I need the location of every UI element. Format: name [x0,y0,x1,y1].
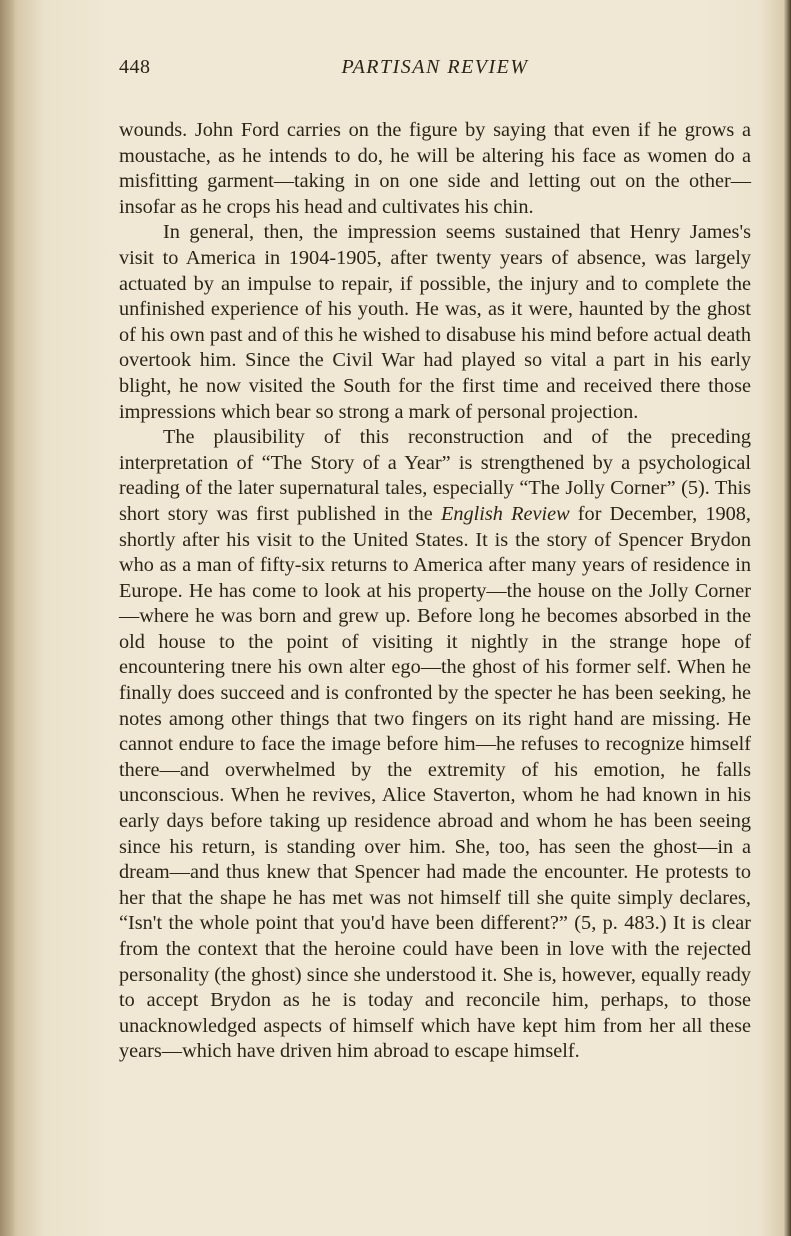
paragraph: wounds. John Ford carries on the figure by saying that even if he grows a moustache, as he intends to do, he will be altering his face as women do a misfitting garment—taking in on one side and letting out on the other—insofar as he crops his head and cultivates his chin. [119,119,751,218]
running-title: PARTISAN REVIEW [341,56,529,78]
paragraph [119,425,751,1065]
page-number: 448 [119,56,151,78]
paragraph: In general, then, the impression seems sustained that Henry James's visit to America in 1904-1905, after twenty years of absence, was largely actuated by an impulse to repair, if possible, the injury and to complete the unfinished experience of his youth. He was, as it were, haunted by the ghost of his own past and of this he wished to disabuse his mind before actual death overtook him. Since the Civil War had played so vital a part in his early blight, he now visited the South for the first time and received there those impressions which bear so strong a mark of personal projection. [119,221,751,423]
journal-title: English Review [440,502,570,525]
body-text [119,118,751,1065]
book-spine-shadow [0,0,14,1236]
page-header [119,52,751,82]
paragraph-text: The plausibility of this reconstruction and of the preceding interpretation of “The Story of a Year” is strengthened by a psychological reading of the later supernatural tales, especially “The Jolly Corner” (5). This short story was first published in the [119,426,751,525]
page-edge-shadow [783,0,791,1236]
paragraph-text: for December, 1908, shortly after his visit to the United States. It is the story of Spencer Brydon who as a man of fifty-six returns to America after many years of residence in Europe. He has come to look at his property—the house on the Jolly Corner—where he was born and grew up. Before long he becomes absorbed in the old house to the point of visiting it nightly in the strange hope of encountering tnere his own alter ego—the ghost of his former self. When he finally does succeed and is confronted by the specter he has been seeking, he notes among other things that two fingers on its right hand are missing. He cannot endure to face the image before him—he refuses to recognize himself there—and overwhelmed by the extremity of his emotion, he falls unconscious. When he revives, Alice Staverton, whom he had known in his early days before taking up residence abroad and whom he has been seeing since his return, is standing over him. She, too, has seen the ghost—in a dream—and thus knew that Spencer had made the encounter. He protests to her that the shape he has met was not himself till she quite simply declares, “Isn't the whole point that you'd have been different?” (5, p. 483.) It is clear from the context that the heroine could have been in love with the rejected personality (the ghost) since she understood it. She is, however, equally ready to accept Brydon as he is today and reconcile him, perhaps, to those unacknowledged aspects of himself which have kept him from her all these years—which have driven him abroad to escape himself. [119,502,752,1063]
